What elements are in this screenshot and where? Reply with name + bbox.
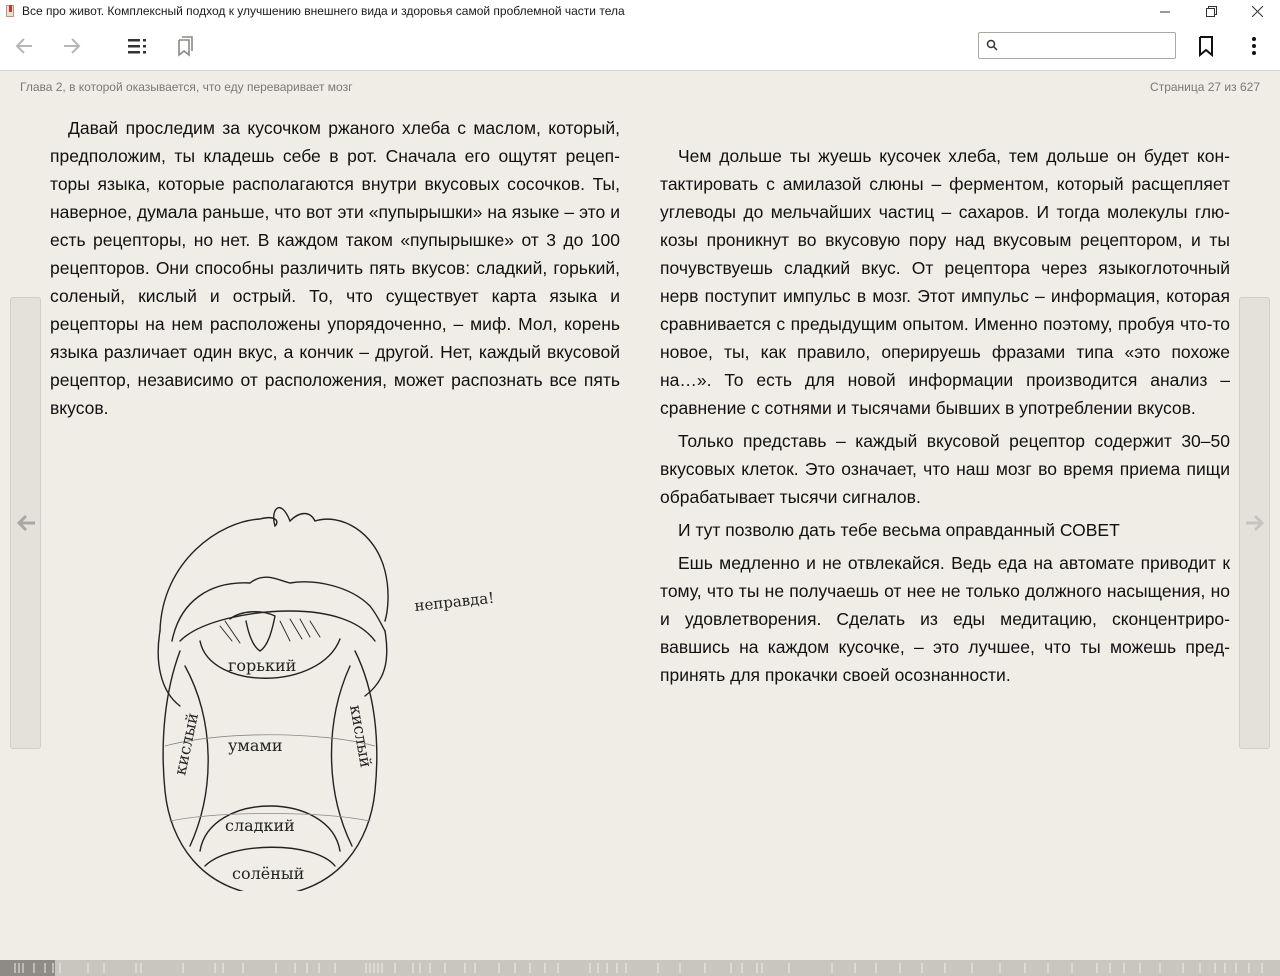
bookmarks-icon — [175, 35, 195, 57]
left-page-text — [50, 114, 620, 422]
arrow-right-icon — [1245, 514, 1265, 532]
more-vertical-icon — [1251, 36, 1257, 56]
zone-sour-left-label: кислый — [170, 711, 203, 777]
back-button[interactable] — [8, 30, 40, 62]
close-icon — [1252, 6, 1263, 17]
zone-salty-label: солёный — [232, 864, 305, 883]
app-book-icon — [4, 4, 16, 18]
zone-bitter-label: горький — [228, 656, 297, 675]
search-field[interactable] — [978, 32, 1176, 59]
right-page-text — [660, 142, 1230, 689]
chapter-ticks — [0, 963, 1280, 973]
zone-sweet-label: сладкий — [225, 816, 295, 835]
bookmarks-list-button[interactable] — [169, 30, 201, 62]
annotation-label: неправда! — [413, 588, 496, 615]
more-menu-button[interactable] — [1238, 30, 1270, 62]
close-button[interactable] — [1234, 0, 1280, 22]
forward-button[interactable] — [56, 30, 88, 62]
search-input[interactable] — [1003, 35, 1171, 56]
page-counter: Страница 27 из 627 — [1150, 80, 1260, 94]
reading-area — [0, 71, 1280, 960]
zone-umami-label: умами — [228, 736, 283, 755]
zone-sour-right-label: кислый — [346, 703, 376, 769]
toolbar — [0, 22, 1280, 71]
paragraph: Давай проследим за кусочком ржаного хлеба с маслом, который, предположим, ты кладешь себе в рот. Сначала его ощутят рецепторы языка, которые располагаются внутри вкусовых сосочков. Ты, наверное, думала раньше, что вот эти «пупырышки» на языке – это и есть рецепторы, но нет. В каждом таком «пупырышке» от 3 до 100 рецепторов. Они способны различить пять вкусов: сладкий, горький, соленый, кислый и острый. То, что существует карта языка и рецепторы на нем расположены упорядоченно, – миф. Мол, корень языка различает один вкус, а кончик – другой. Нет, каждый вкусовой рецептор, независимо от расположения, может распознать все пять вкусов. — [50, 118, 620, 418]
paragraph: Чем дольше ты жуешь кусочек хлеба, тем дольше он будет контактировать с амилазой слюны – ферментом, который расщепляет углеводы до мельчайших частиц – сахаров. И тогда молекулы глюкозы проникнут во вкусовую пору над вкусовым рецептором, и ты почувствуешь сладкий вкус. От рецептора через языкоглоточный нерв поступит импульс в мозг. Этот импульс – информация, которая сравнивается с предыдущим опытом. Именно поэтому, пробуя что-то новое, ты, как правило, оперируешь фразами типа «это похоже на…». То есть для новой информации производится анализ – сравнение с сотнями и тысячами бывших в употреблении вкусов. — [660, 146, 1230, 418]
minimize-button[interactable] — [1142, 0, 1188, 22]
paragraph: Ешь медленно и не отвлекайся. Ведь еда на автомате приводит к тому, что ты не получаешь от нее не только должного насыщения, но и удовлетворения. Сделать из еды медитацию, сконцентрировавшись на каждом кусочке, – это лучшее, что ты можешь предпринять для прокачки своей осознанности. — [660, 553, 1230, 685]
paragraph: Только представь – каждый вкусовой рецептор содержит 30–50 вкусовых клеток. Это означает, что наш мозг во время приема пищи обрабатывает тысячи сигналов. — [660, 431, 1230, 507]
bookmark-button[interactable] — [1190, 30, 1222, 62]
window-controls — [1142, 0, 1280, 22]
arrow-right-icon — [62, 36, 82, 56]
minimize-icon — [1160, 6, 1171, 17]
paragraph: И тут позволю дать тебе весьма оправданный СОВЕТ — [678, 520, 1120, 540]
restore-icon — [1206, 6, 1217, 17]
previous-page-button[interactable] — [10, 297, 41, 749]
next-page-button[interactable] — [1239, 297, 1270, 749]
arrow-left-icon — [16, 514, 36, 532]
table-of-contents-button[interactable] — [121, 30, 153, 62]
search-icon — [986, 39, 998, 51]
bookmark-icon — [1197, 35, 1215, 57]
book-progress-bar[interactable] — [0, 960, 1280, 976]
list-icon — [126, 36, 148, 56]
title-bar — [0, 0, 1280, 22]
restore-button[interactable] — [1188, 0, 1234, 22]
chapter-header: Глава 2, в которой оказывается, что еду переваривает мозг — [20, 80, 353, 94]
arrow-left-icon — [14, 36, 34, 56]
tongue-map-illustration — [140, 491, 540, 891]
window-title: Все про живот. Комплексный подход к улучшению внешнего вида и здоровья самой проблемной части тела — [22, 4, 625, 18]
